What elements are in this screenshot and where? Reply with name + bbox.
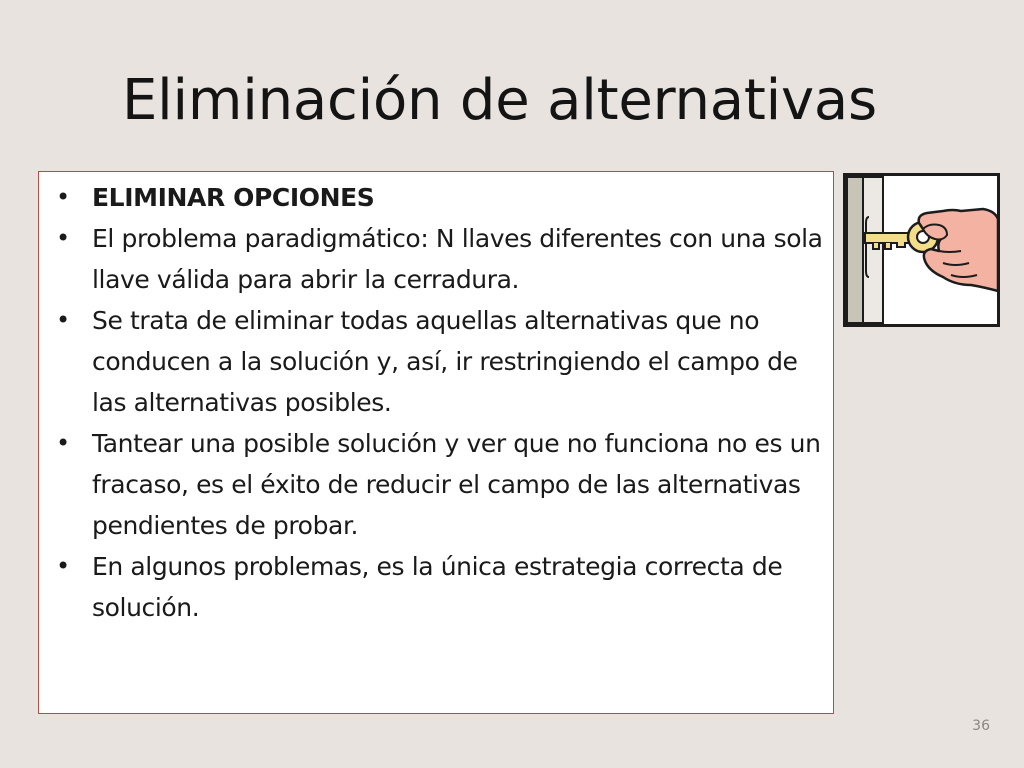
bullet-list [56, 177, 826, 628]
bullet-item [56, 300, 826, 423]
bullet-text: El problema paradigmático: N llaves diferentes con una sola llave válida para abrir la cerradura. [92, 224, 823, 294]
bullet-item [56, 218, 826, 300]
bullet-item [56, 177, 826, 218]
bullet-dot: • [56, 224, 70, 252]
bullet-text: En algunos problemas, es la única estrategia correcta de solución. [92, 552, 783, 622]
bullet-dot: • [56, 429, 70, 457]
bullet-dot: • [56, 306, 70, 334]
bullet-text: Se trata de eliminar todas aquellas alternativas que no conducen a la solución y, así, ir restringiendo el campo de las alternativas posibles. [92, 306, 798, 417]
bullet-item [56, 546, 826, 628]
hand-key-lock-icon [843, 173, 1000, 327]
bullet-item [56, 423, 826, 546]
slide-title: Eliminación de alternativas [122, 68, 878, 133]
bullet-text: ELIMINAR OPCIONES [92, 183, 375, 212]
bullet-dot: • [56, 552, 70, 580]
page-number: 36 [972, 718, 990, 734]
bullet-dot: • [56, 183, 70, 211]
content-box [38, 171, 834, 714]
bullet-text: Tantear una posible solución y ver que no funciona no es un fracaso, es el éxito de reducir el campo de las alternativas pendientes de probar. [92, 429, 821, 540]
